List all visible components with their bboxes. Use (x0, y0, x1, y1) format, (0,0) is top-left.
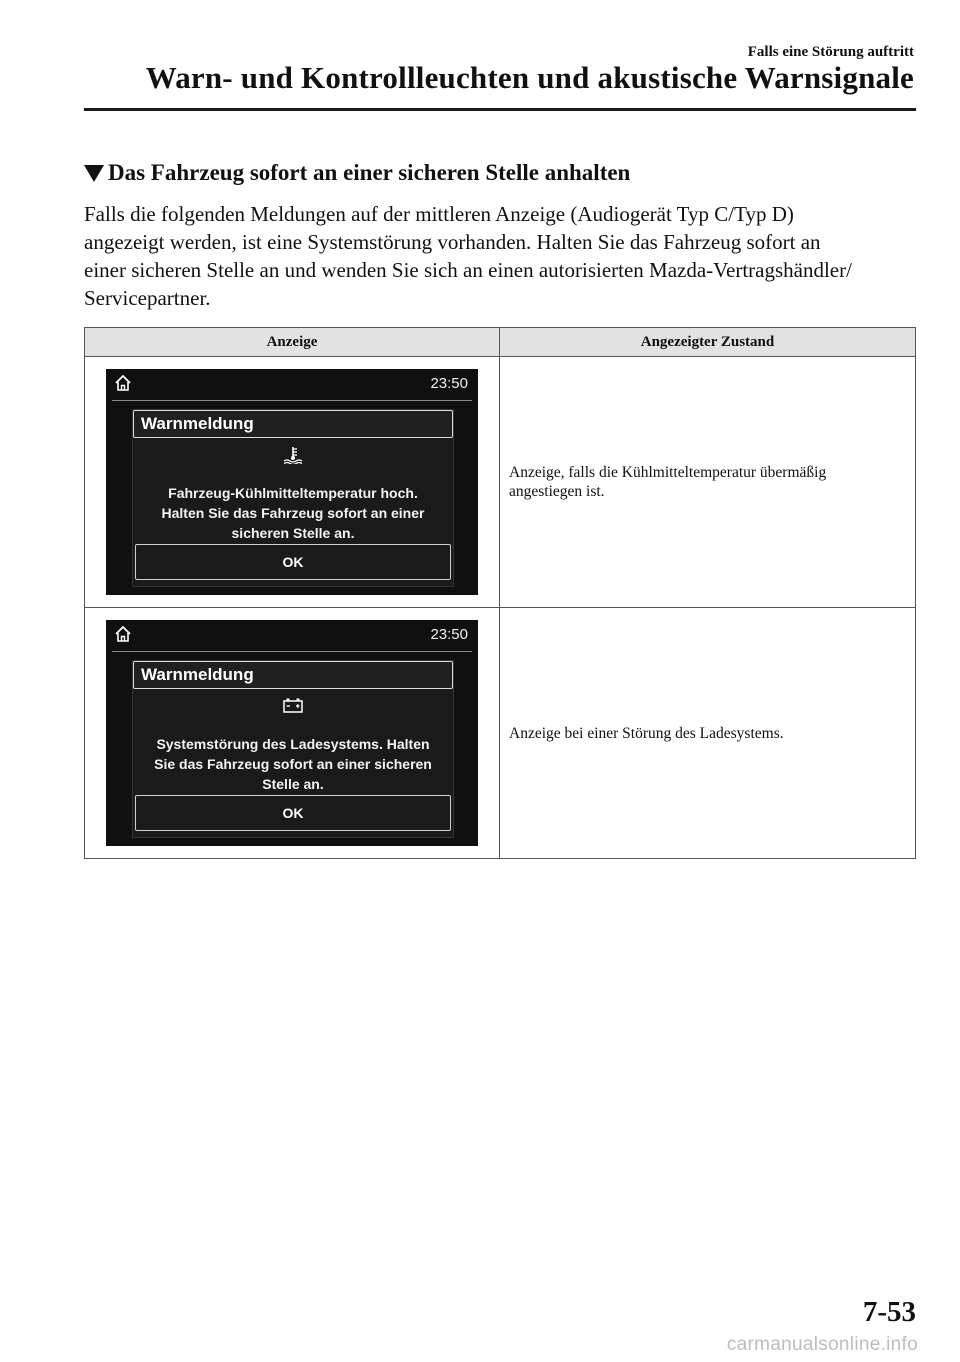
ok-button: OK (135, 795, 451, 831)
message-line: Systemstörung des Ladesystems. Halten (156, 736, 430, 752)
warning-table (84, 327, 916, 859)
condition-cell (500, 357, 916, 608)
display-screenshot (106, 369, 478, 595)
symbol-wrap (133, 446, 453, 469)
watermark: carmanualsonline.info (726, 1334, 918, 1355)
intro-line: angezeigt werden, ist eine Systemstörung vorhanden. Halten Sie das Fahrzeug sofort an (84, 230, 821, 254)
coolant-temperature-icon (282, 446, 304, 464)
dialog-title: Warnmeldung (133, 410, 453, 438)
battery-icon (282, 697, 304, 713)
home-icon (114, 375, 132, 391)
screen-top-divider (112, 400, 472, 401)
symbol-wrap (133, 697, 453, 718)
header-rule (84, 108, 916, 111)
page-number: 7-53 (862, 1296, 916, 1328)
condition-line: angestiegen ist. (509, 483, 605, 500)
intro-line: Falls die folgenden Meldungen auf der mittleren Anzeige (Audiogerät Typ C/Typ D) (84, 202, 794, 226)
warning-dialog (132, 660, 454, 838)
home-icon (114, 626, 132, 642)
display-cell (85, 608, 500, 859)
message-line: Fahrzeug-Kühlmitteltemperatur hoch. (168, 485, 418, 501)
section-title: Das Fahrzeug sofort an einer sicheren Stelle anhalten (108, 160, 631, 185)
section-heading (84, 160, 630, 186)
dialog-title: Warnmeldung (133, 661, 453, 689)
column-header-anzeige: Anzeige (85, 328, 500, 357)
table-header-row (85, 328, 916, 357)
intro-line: einer sicheren Stelle an und wenden Sie sich an einen autorisierten Mazda-Vertragshändler/ (84, 258, 852, 282)
display-cell (85, 357, 500, 608)
triangle-down-icon (84, 165, 104, 182)
message-line: Sie das Fahrzeug sofort an einer sicheren (154, 756, 432, 772)
table-row (85, 608, 916, 859)
column-header-zustand: Angezeigter Zustand (500, 328, 916, 357)
condition-cell (500, 608, 916, 859)
intro-paragraph (84, 200, 920, 312)
condition-line: Anzeige, falls die Kühlmitteltemperatur übermäßig (509, 464, 827, 481)
page-title: Warn- und Kontrollleuchten und akustische Warnsignale (145, 60, 914, 95)
screen-top-divider (112, 651, 472, 652)
clock: 23:50 (430, 626, 468, 643)
table-row (85, 357, 916, 608)
warning-dialog (132, 409, 454, 587)
display-screenshot (106, 620, 478, 846)
condition-line: Anzeige bei einer Störung des Ladesystems. (509, 724, 784, 742)
message-line: sicheren Stelle an. (231, 525, 355, 541)
chapter-label: Falls eine Störung auftritt (747, 44, 914, 60)
ok-button: OK (135, 544, 451, 580)
intro-line: Servicepartner. (84, 286, 211, 310)
warning-message (133, 734, 453, 794)
message-line: Halten Sie das Fahrzeug sofort an einer (161, 505, 425, 521)
message-line: Stelle an. (262, 776, 324, 792)
clock: 23:50 (430, 375, 468, 392)
warning-message (133, 483, 453, 543)
